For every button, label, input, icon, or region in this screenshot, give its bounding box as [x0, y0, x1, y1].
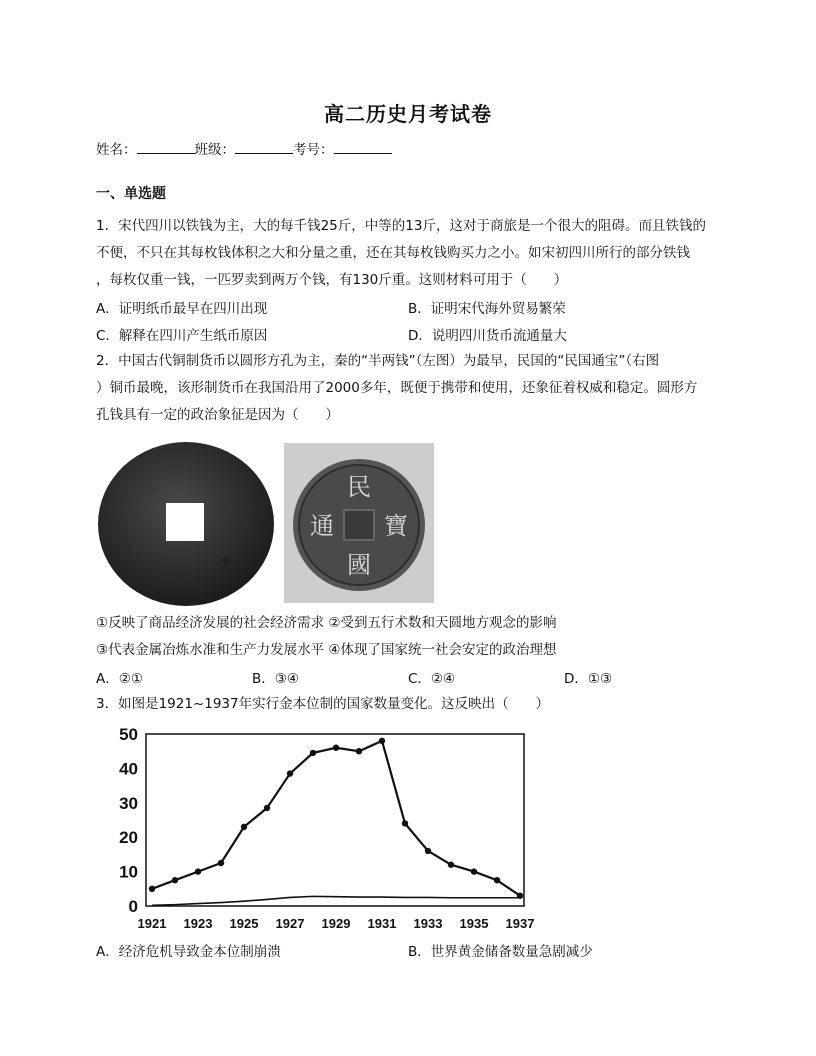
q2-line-2: ）铜币最晚，该形制货币在我国沿用了2000多年，既便于携带和使用，还象征着权威和稳定。圆形方: [96, 380, 698, 396]
series-2-line: [152, 896, 520, 905]
x-tick-label: 1931: [367, 916, 397, 931]
series-1-point: [149, 886, 155, 892]
x-tick-label: 1925: [229, 916, 259, 931]
exam-number-blank[interactable]: [334, 139, 392, 154]
x-tick-label: 1923: [183, 916, 213, 931]
series-1-point: [287, 770, 293, 776]
series-1-point: [448, 862, 454, 868]
y-tick-label: 30: [119, 793, 138, 813]
banliang-coin-image: [96, 440, 276, 608]
series-1-point: [241, 824, 247, 830]
minguo-tongbao-coin-image: [284, 443, 434, 603]
series-1-point: [425, 848, 431, 854]
q3-option-a[interactable]: A．经济危机导致金本位制崩溃: [96, 944, 281, 960]
series-1-point: [471, 868, 477, 874]
svg-text:通: 通: [310, 512, 334, 540]
q1-line-1: 1．宋代四川以铁钱为主，大的每千钱25斤，中等的13斤，这对于商旅是一个很大的阻碍。而且铁钱的: [96, 218, 706, 234]
y-tick-label: 20: [119, 828, 138, 848]
series-1-point: [402, 820, 408, 826]
q1-option-d[interactable]: D．说明四川货币流通量大: [408, 328, 567, 344]
name-blank[interactable]: [137, 139, 195, 154]
x-tick-label: 1933: [413, 916, 443, 931]
q1-option-b[interactable]: B．证明宋代海外贸易繁荣: [408, 301, 566, 317]
series-1-point: [172, 877, 178, 883]
series-1-point: [356, 748, 362, 754]
name-label: 姓名：: [96, 142, 137, 158]
series-1-point: [379, 738, 385, 744]
q1-line-2: 不便，不只在其每枚钱体积之大和分量之重，还在其每枚钱购买力之小。如宋初四川所行的部分铁钱: [96, 245, 690, 261]
x-tick-label: 1921: [137, 916, 167, 931]
q2-statement-3-4: ③代表金属冶炼水准和生产力发展水平 ④体现了国家统一社会安定的政治理想: [96, 642, 557, 658]
q2-line-1: 2．中国古代铜制货币以圆形方孔为主，秦的“半两钱”（左图）为最早，民国的“民国通宝”（右图: [96, 353, 660, 369]
q3-line-1: 3．如图是1921~1937年实行金本位制的国家数量变化。这反映出（ ）: [96, 696, 550, 712]
q3-option-b[interactable]: B．世界黄金储备数量急剧减少: [408, 944, 593, 960]
svg-text:寶: 寶: [384, 512, 408, 540]
exam-number-label: 考号：: [293, 142, 334, 158]
series-1-point: [195, 868, 201, 874]
y-tick-label: 40: [119, 759, 138, 779]
class-blank[interactable]: [235, 139, 293, 154]
q2-option-d[interactable]: D．①③: [564, 671, 613, 687]
q2-option-c[interactable]: C．②④: [408, 671, 456, 687]
series-1-point: [333, 745, 339, 751]
series-1-point: [218, 860, 224, 866]
q1-line-3: ，每枚仅重一钱，一匹罗卖到两万个钱，有130斤重。这则材料可用于（ ）: [96, 272, 568, 288]
series-1-point: [494, 877, 500, 883]
gold-standard-countries-chart: [96, 726, 536, 932]
series-1-line: [152, 741, 520, 896]
q2-option-b[interactable]: B．③④: [252, 671, 299, 687]
x-tick-label: 1935: [459, 916, 489, 931]
svg-text:國: 國: [347, 551, 371, 579]
student-info-line: [96, 138, 392, 158]
q2-line-3: 孔钱具有一定的政治象征是因为（ ）: [96, 407, 339, 423]
x-tick-label: 1937: [505, 916, 535, 931]
q1-option-a[interactable]: A．证明纸币最早在四川出现: [96, 301, 268, 317]
page-title: 高二历史月考试卷: [324, 102, 492, 126]
series-1-point: [310, 750, 316, 756]
y-tick-label: 50: [119, 726, 138, 744]
class-label: 班级：: [194, 142, 235, 158]
q1-option-c[interactable]: C．解释在四川产生纸币原因: [96, 328, 268, 344]
q2-statement-1-2: ①反映了商品经济发展的社会经济需求 ②受到五行术数和天圆地方观念的影响: [96, 615, 557, 631]
y-tick-label: 0: [128, 897, 138, 916]
q2-option-a[interactable]: A．②①: [96, 671, 143, 687]
series-1-point: [264, 805, 270, 811]
section-heading: 一、单选题: [96, 186, 166, 202]
chart-plot-frame: [146, 734, 524, 906]
x-tick-label: 1927: [275, 916, 305, 931]
x-tick-label: 1929: [321, 916, 351, 931]
svg-text:民: 民: [347, 473, 371, 501]
y-tick-label: 10: [119, 862, 138, 882]
